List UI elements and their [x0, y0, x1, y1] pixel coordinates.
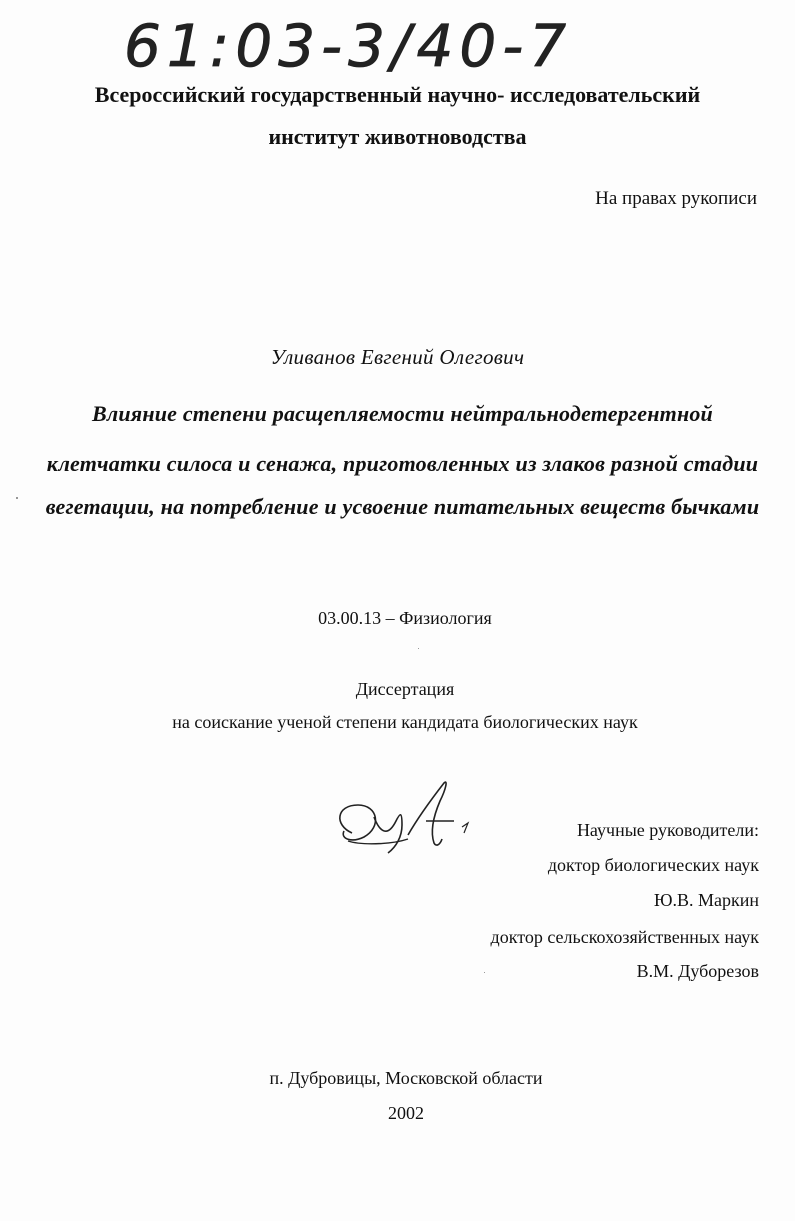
- author-name: Уливанов Евгений Олегович: [270, 345, 525, 369]
- institution-name-line-2: институт животноводства: [268, 124, 527, 149]
- institution-name-line-1: Всероссийский государственный научно- исследовательский: [94, 82, 701, 107]
- publication-year: 2002: [388, 1103, 424, 1123]
- degree-statement: на соискание ученой степени кандидата биологических наук: [172, 712, 638, 732]
- supervisor-1-degree: доктор биологических наук: [547, 855, 759, 875]
- specialty-code: 03.00.13 – Физиология: [318, 608, 492, 628]
- supervisor-1-name: Ю.В. Маркин: [653, 890, 759, 910]
- scan-speck: [418, 648, 419, 649]
- supervisors-heading: Научные руководители:: [576, 820, 759, 840]
- supervisor-2-degree: доктор сельскохозяйственных наук: [490, 927, 759, 947]
- dissertation-title-line-3: вегетации, на потребление и усвоение питательных веществ бычками: [45, 494, 760, 519]
- handwritten-archive-number: [120, 4, 590, 84]
- archive-number-text: 61:03-3/40-7: [124, 12, 573, 80]
- scan-speck: [484, 972, 485, 973]
- document-type: Диссертация: [355, 679, 455, 699]
- supervisor-2-name: В.М. Дуборезов: [636, 961, 759, 981]
- author-signature: [330, 775, 480, 865]
- manuscript-rights-note: На правах рукописи: [595, 188, 757, 209]
- dissertation-title-line-1: Влияние степени расщепляемости нейтральнодетергентной: [92, 401, 713, 426]
- place-of-publication: п. Дубровицы, Московской области: [269, 1068, 543, 1088]
- dissertation-title-line-2: клетчатки силоса и сенажа, приготовленных из злаков разной стадии: [46, 451, 759, 476]
- scan-speck: [16, 497, 18, 499]
